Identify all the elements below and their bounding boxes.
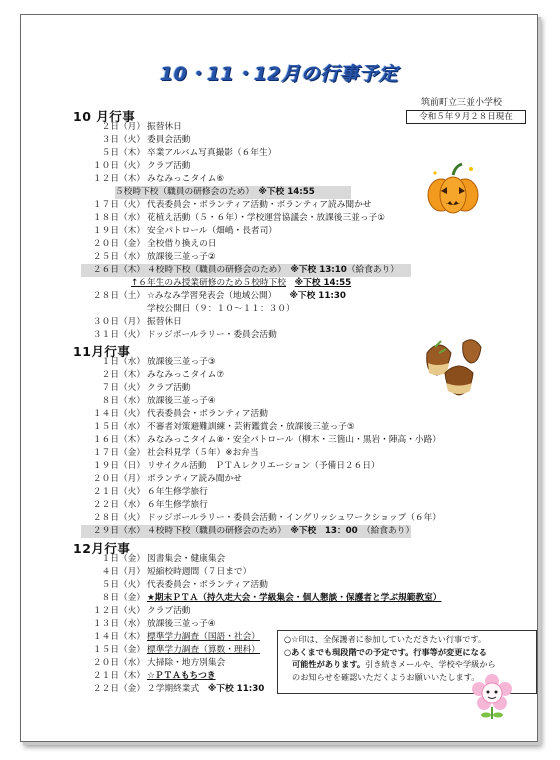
oct-row: ３１日（火） ドッジボールラリー・委員会活動	[92, 330, 277, 340]
dec-row: ４日（月） 短縮校時週間（７日まで）	[101, 567, 252, 577]
dec-row: １２日（火） クラブ活動	[92, 606, 191, 616]
november-heading: 11月行事	[73, 344, 131, 359]
school-name: 筑前町立三並小学校	[421, 98, 503, 108]
dec-row: ８日（金） ★期末ＰＴＡ（持久走大会・学級集会・個人懇談・保護者と学ぶ規範教室）	[101, 593, 442, 603]
october-heading: 10 月行事	[73, 109, 136, 124]
oct-row: １２日（木） みなみっこタイム⑥	[92, 174, 225, 184]
nov-row: １５日（水） 不審者対策避難訓練・芸術鑑賞会・放課後三並っ子⑤	[92, 422, 355, 432]
dec-row: ２１日（木） ☆ＰＴＡもちつき	[92, 671, 216, 681]
december-heading: 12月行事	[73, 541, 131, 556]
nov-row: ２２日（水） ６年生修学旅行	[92, 500, 208, 510]
notice-line: 可能性があります。引き続きメールや、学校や学級から	[292, 659, 496, 669]
notice-line: ○☆印は、全保護者に参加していただきたい行事です。	[284, 634, 487, 644]
oct-row-highlight: ５校時下校（職員の研修会のため） ※下校 14:55	[115, 186, 351, 199]
nov-row: ２８日（火） ドッジボールラリー・委員会活動・イングリッシュワークショップ（６年）	[92, 513, 441, 523]
nov-row: ８日（水） 放課後三並っ子④	[101, 396, 216, 406]
oct-sub-note: ↑６年生のみ授業研修のため５校時下校 ※下校 14:55	[131, 278, 352, 288]
nov-row: １６日（木） みなみっこタイム⑧・安全パトロール（柳木・三箇山・黒岩・陣高・小路）	[92, 435, 441, 445]
flower-mascot-icon	[469, 673, 515, 721]
chestnut-icon	[419, 333, 485, 403]
oct-row: ２０日（金） 全校借り換えの日	[92, 239, 217, 249]
oct-row-highlight: ２６日（木） ４校時下校（職員の研修会のため） ※下校 13:10（給食あり）	[81, 264, 411, 277]
dec-row: １日（金） 図書集会・健康集会	[101, 554, 226, 564]
dec-row: ２０日（水） 大掃除・地方別集会	[92, 658, 226, 668]
oct-row: １７日（火） 代表委員会・ボランティア活動・ボランティア読み聞かせ	[92, 200, 372, 210]
dec-row: ５日（火） 代表委員会・ボランティア活動	[101, 580, 268, 590]
nov-row: １７日（金） 社会科見学（５年）※お弁当	[92, 448, 259, 458]
dec-row: １５日（金） 標準学力調査（算数・理科）	[92, 645, 260, 655]
nov-row: １４日（火） 代表委員会・ボランティア活動	[92, 409, 268, 419]
dec-row: １３日（水） 放課後三並っ子④	[92, 619, 216, 629]
oct-row: １９日（木） 安全パトロール（畑嶋・長者司）	[92, 226, 277, 236]
oct-row: １８日（水） 花植え活動（５・６年）・学校運営協議会・放課後三並っ子①	[92, 213, 386, 223]
dec-row: ２２日（金） ２学期終業式 ※下校 11:30	[92, 684, 265, 694]
notice-line: のお知らせを確認いただくようお願いいたします。	[292, 671, 480, 682]
dec-row: １４日（木） 標準学力調査（国語・社会）	[92, 632, 260, 642]
nov-row: ２日（木） みなみっこタイム⑦	[101, 370, 225, 380]
nov-row: ２１日（火） ６年生修学旅行	[92, 487, 208, 497]
pumpkin-icon	[425, 161, 481, 215]
oct-row: ５日（木） 卒業アルバム写真撮影（６年生）	[101, 148, 277, 158]
oct-sub-note: 学校公開日（９：１０〜１１：３０）	[147, 304, 295, 314]
nov-row: ７日（火） クラブ活動	[101, 383, 191, 393]
oct-row: ２５日（水） 放課後三並っ子②	[92, 252, 216, 262]
oct-row: ２日（月） 振替休日	[101, 122, 182, 132]
oct-row: ３０日（月） 振替休日	[92, 317, 182, 327]
nov-row-highlight: ２９日（水） ４校時下校（職員の研修会のため） ※下校 13：00 （給食あり）	[81, 525, 411, 538]
nov-row: １日（水） 放課後三並っ子③	[101, 357, 216, 367]
event-schedule-sheet	[20, 14, 538, 742]
oct-row: ２８日（土） ☆みなみ学習発表会（地域公開） ※下校 11:30	[92, 291, 346, 301]
oct-row: １０日（火） クラブ活動	[92, 161, 191, 171]
as-of-date: 令和５年９月２８日現在	[406, 110, 526, 124]
page-title: 10・11・12月の行事予定	[159, 63, 399, 85]
oct-row: ３日（火） 委員会活動	[101, 135, 191, 145]
notice-line: ○あくまでも現段階での予定です。行事等が変更になる	[284, 646, 487, 657]
nov-row: １９日（日） リサイクル活動 ＰＴＡレクリエーション（予備日２６日）	[92, 461, 380, 471]
nov-row: ２０日（月） ボランティア読み聞かせ	[92, 474, 242, 484]
